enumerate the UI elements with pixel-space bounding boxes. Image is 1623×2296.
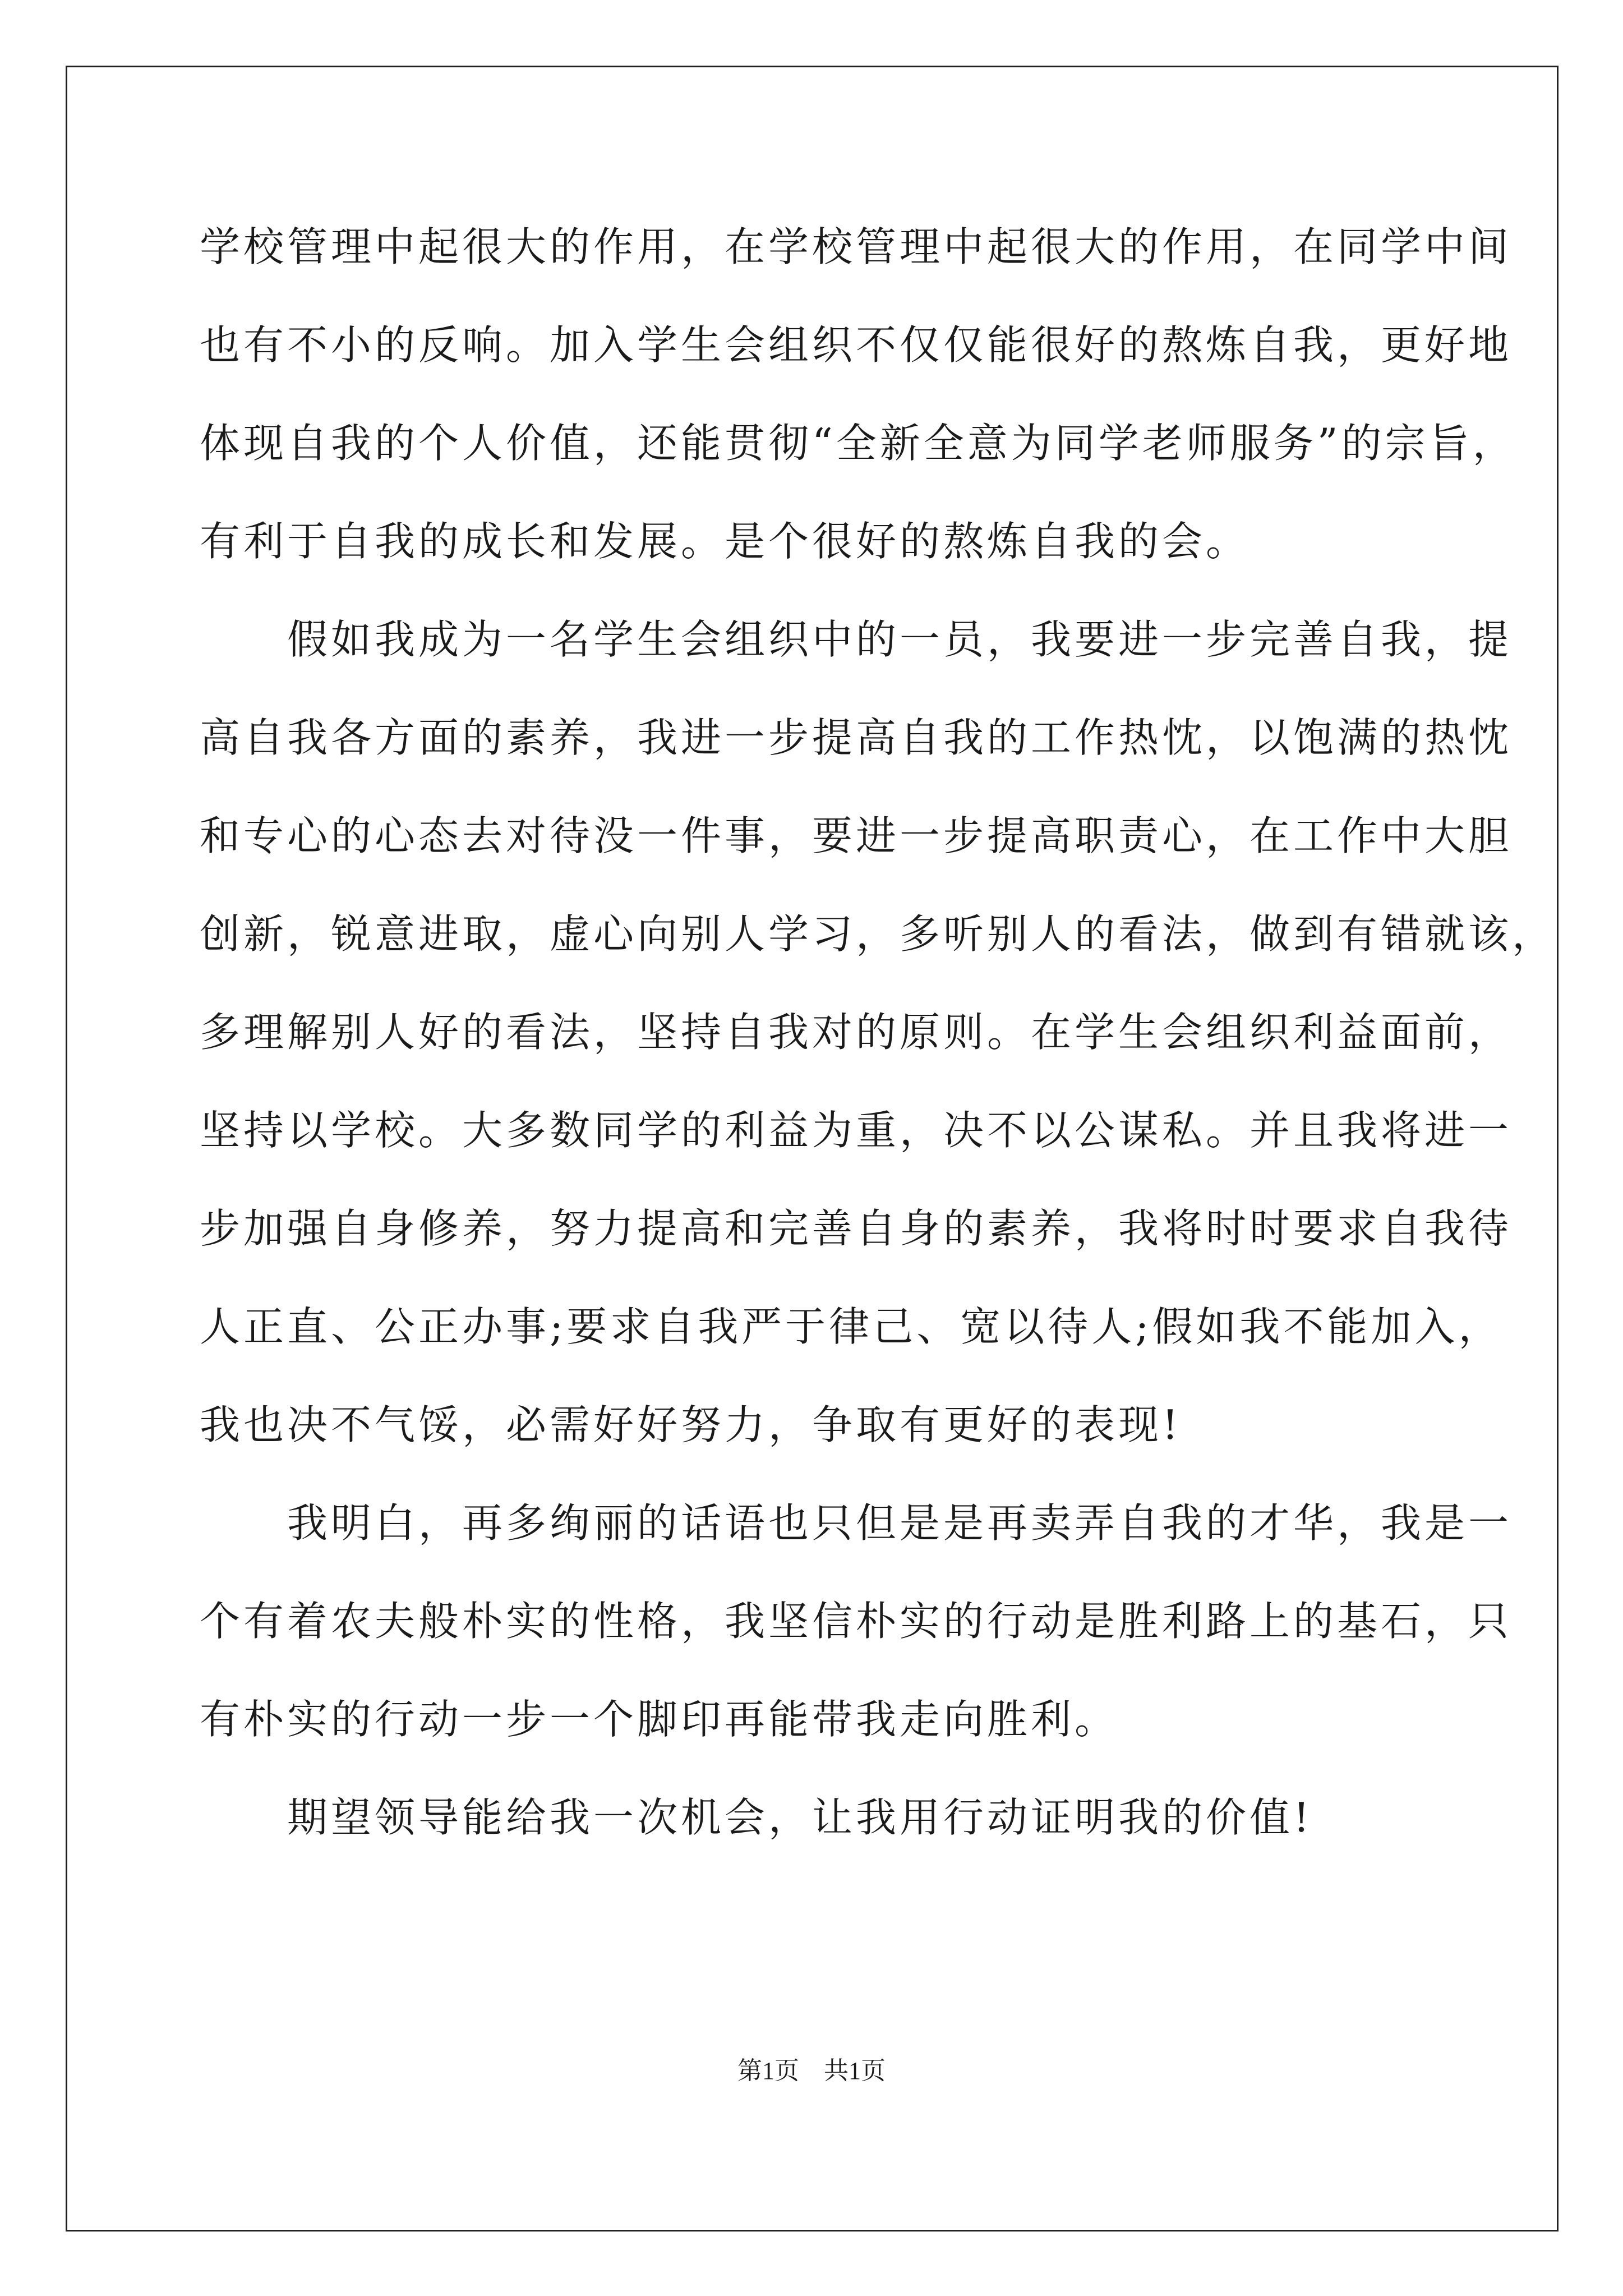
- text-line: 假如我成为一名学生会组织中的一员，我要进一步完善自我，提: [200, 616, 1513, 663]
- page-number-footer: 第1页 共1页: [737, 2057, 886, 2085]
- text-line: 期望领导能给我一次机会，让我用行动证明我的价值!: [200, 1794, 1313, 1841]
- text-line: 步加强自身修养，努力提高和完善自身的素养，我将时时要求自我待: [200, 1205, 1513, 1252]
- text-line: 我明白，再多绚丽的话语也只但是是再卖弄自我的才华，我是一: [200, 1499, 1513, 1547]
- text-line: 坚持以学校。大多数同学的利益为重，决不以公谋私。并且我将进一: [200, 1107, 1513, 1154]
- text-line: 高自我各方面的素养，我进一步提高自我的工作热忱，以饱满的热忱: [200, 714, 1513, 761]
- text-line: 也有不小的反响。加入学生会组织不仅仅能很好的熬炼自我，更好地: [200, 321, 1513, 369]
- text-line: 我也决不气馁，必需好好努力，争取有更好的表现!: [200, 1401, 1182, 1448]
- text-line: 创新，锐意进取，虚心向别人学习，多听别人的看法，做到有错就该，: [200, 910, 1556, 958]
- text-line: 有朴实的行动一步一个脚印再能带我走向胜利。: [200, 1696, 1119, 1743]
- text-line: 个有着农夫般朴实的性格，我坚信朴实的行动是胜利路上的基石，只: [200, 1598, 1513, 1645]
- text-line: 学校管理中起很大的作用，在学校管理中起很大的作用，在同学中间: [200, 223, 1513, 270]
- text-line: 体现自我的个人价值，还能贯彻“全新全意为同学老师服务”的宗旨，: [200, 420, 1516, 467]
- text-line: 有利于自我的成长和发展。是个很好的熬炼自我的会。: [200, 518, 1250, 565]
- text-line: 人正直、公正办事;要求自我严于律己、宽以待人;假如我不能加入，: [200, 1303, 1502, 1350]
- text-line: 和专心的心态去对待没一件事，要进一步提高职责心，在工作中大胆: [200, 812, 1513, 859]
- text-line: 多理解别人好的看法，坚持自我对的原则。在学生会组织利益面前，: [200, 1009, 1513, 1056]
